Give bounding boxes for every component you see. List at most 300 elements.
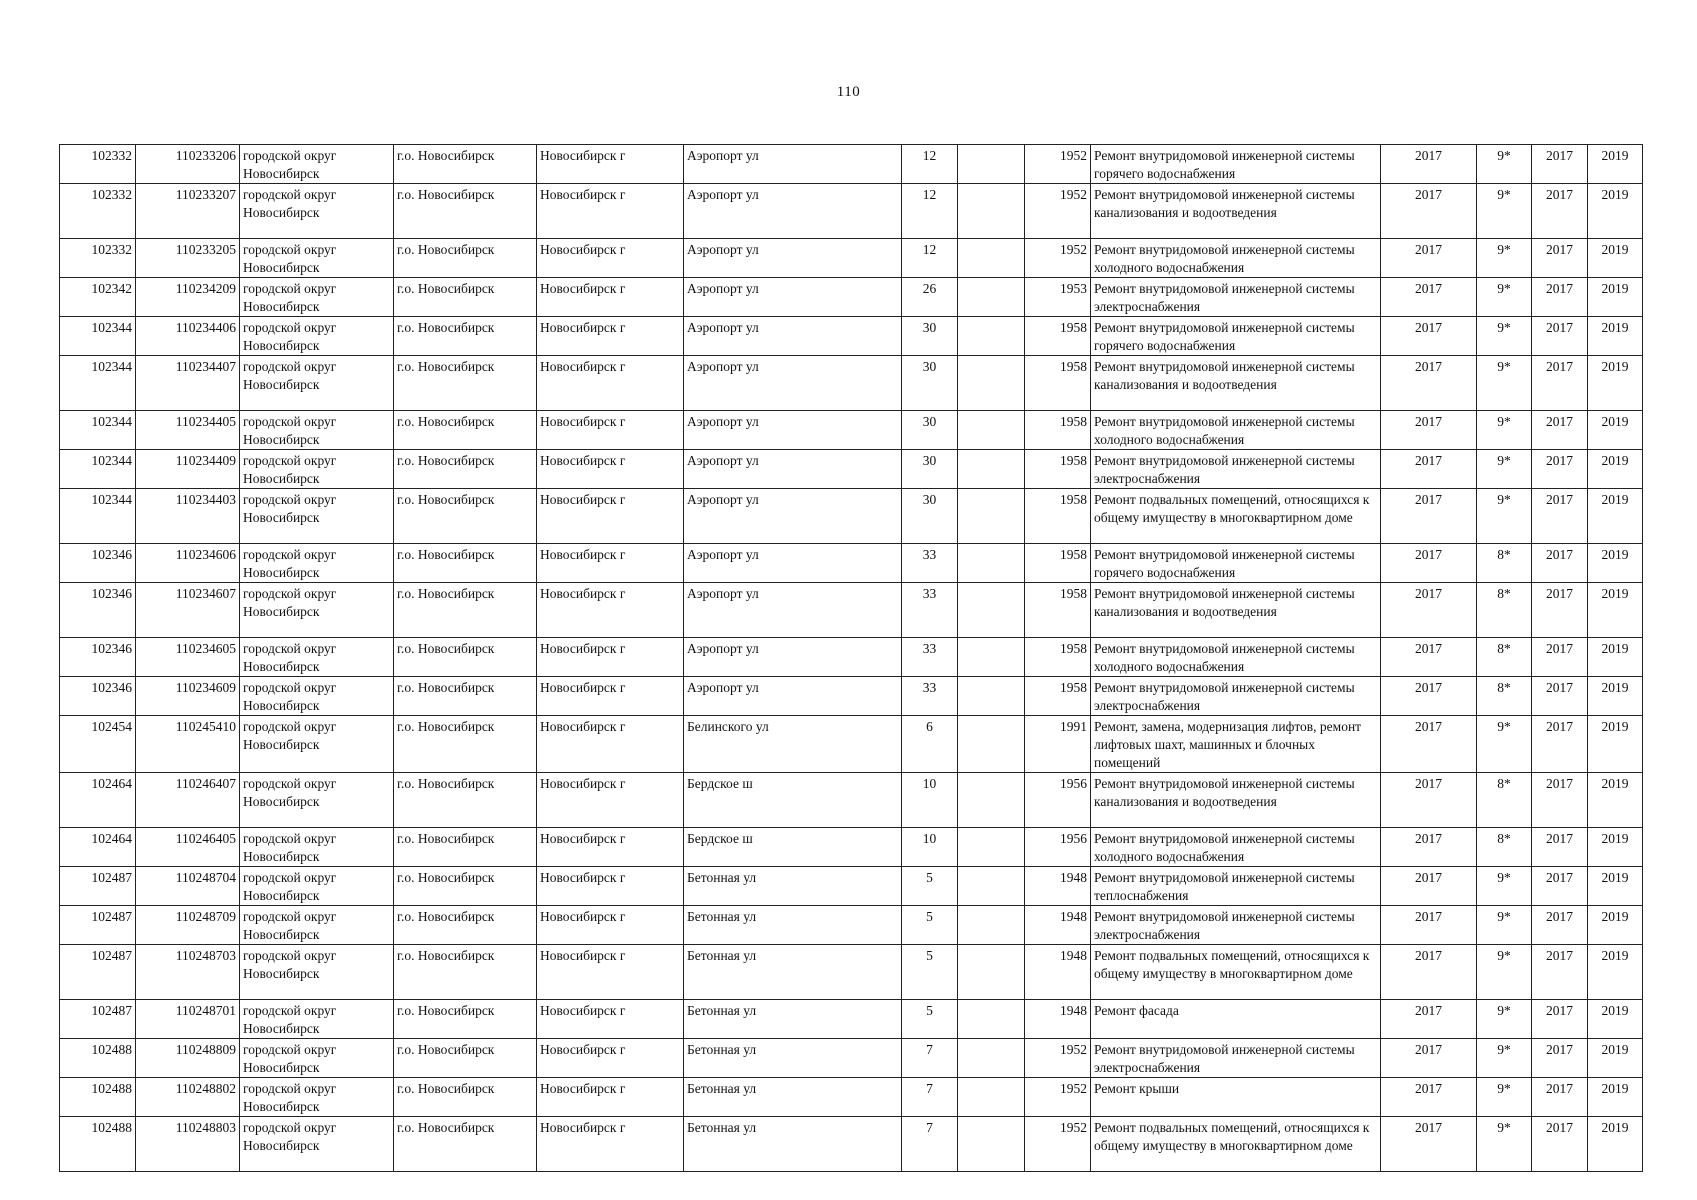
table-row [60,184,1643,239]
cell-street: Аэропорт ул [684,411,902,450]
table-row [60,677,1643,716]
cell-house-id: 102332 [60,184,136,239]
cell-end-year: 2019 [1588,450,1643,489]
cell-floors: 9* [1477,716,1532,773]
cell-start-year: 2017 [1532,716,1588,773]
cell-end-year: 2019 [1588,317,1643,356]
cell-municipality: городской округ Новосибирск [240,489,394,544]
table-row [60,544,1643,583]
cell-house-number: 6 [902,716,958,773]
cell-floors: 9* [1477,1078,1532,1117]
cell-house-id: 102464 [60,828,136,867]
cell-municipal-short: г.о. Новосибирск [394,411,537,450]
cell-settlement: Новосибирск г [537,677,684,716]
table-row [60,450,1643,489]
cell-house-id: 102487 [60,945,136,1000]
cell-end-year: 2019 [1588,1117,1643,1172]
cell-house-id: 102487 [60,906,136,945]
cell-year-built: 1956 [1025,828,1091,867]
cell-floors: 9* [1477,945,1532,1000]
cell-municipality: городской округ Новосибирск [240,450,394,489]
cell-floors: 9* [1477,184,1532,239]
table-row [60,906,1643,945]
cell-record-id: 110248703 [136,945,240,1000]
cell-year-built: 1958 [1025,317,1091,356]
cell-municipality: городской округ Новосибирск [240,184,394,239]
cell-year-built: 1952 [1025,1078,1091,1117]
cell-municipality: городской округ Новосибирск [240,145,394,184]
cell-record-id: 110248802 [136,1078,240,1117]
cell-work-type: Ремонт внутридомовой инженерной системы электроснабжения [1091,278,1381,317]
cell-house-number: 12 [902,145,958,184]
cell-end-year: 2019 [1588,411,1643,450]
cell-municipal-short: г.о. Новосибирск [394,145,537,184]
cell-end-year: 2019 [1588,773,1643,828]
cell-end-year: 2019 [1588,145,1643,184]
cell-municipal-short: г.о. Новосибирск [394,773,537,828]
table-row [60,278,1643,317]
cell-house-number: 5 [902,867,958,906]
cell-house-id: 102344 [60,317,136,356]
cell-start-year: 2017 [1532,583,1588,638]
cell-municipal-short: г.о. Новосибирск [394,278,537,317]
cell-plan-year: 2017 [1381,867,1477,906]
cell-plan-year: 2017 [1381,1000,1477,1039]
table-row [60,716,1643,773]
cell-municipal-short: г.о. Новосибирск [394,945,537,1000]
cell-end-year: 2019 [1588,544,1643,583]
cell-house-id: 102346 [60,638,136,677]
cell-work-type: Ремонт крыши [1091,1078,1381,1117]
cell-record-id: 110234606 [136,544,240,583]
cell-floors: 9* [1477,239,1532,278]
cell-house-id: 102342 [60,278,136,317]
cell-municipal-short: г.о. Новосибирск [394,1117,537,1172]
cell-plan-year: 2017 [1381,677,1477,716]
cell-settlement: Новосибирск г [537,317,684,356]
cell-floors: 8* [1477,828,1532,867]
cell-municipal-short: г.о. Новосибирск [394,489,537,544]
cell-work-type: Ремонт внутридомовой инженерной системы канализования и водоотведения [1091,184,1381,239]
cell-house-number: 12 [902,184,958,239]
cell-plan-year: 2017 [1381,828,1477,867]
cell-year-built: 1958 [1025,544,1091,583]
cell-work-type: Ремонт подвальных помещений, относящихся к общему имуществу в многоквартирном доме [1091,1117,1381,1172]
cell-end-year: 2019 [1588,638,1643,677]
cell-municipal-short: г.о. Новосибирск [394,239,537,278]
cell-record-id: 110234403 [136,489,240,544]
cell-start-year: 2017 [1532,1000,1588,1039]
cell-year-built: 1948 [1025,867,1091,906]
cell-building [958,867,1025,906]
cell-work-type: Ремонт фасада [1091,1000,1381,1039]
cell-municipal-short: г.о. Новосибирск [394,638,537,677]
cell-year-built: 1958 [1025,677,1091,716]
cell-year-built: 1952 [1025,1039,1091,1078]
cell-street: Аэропорт ул [684,638,902,677]
cell-house-id: 102464 [60,773,136,828]
cell-year-built: 1948 [1025,1000,1091,1039]
cell-settlement: Новосибирск г [537,716,684,773]
cell-work-type: Ремонт внутридомовой инженерной системы горячего водоснабжения [1091,145,1381,184]
cell-street: Аэропорт ул [684,184,902,239]
cell-house-number: 5 [902,1000,958,1039]
cell-municipal-short: г.о. Новосибирск [394,544,537,583]
cell-street: Бетонная ул [684,1078,902,1117]
cell-house-id: 102344 [60,450,136,489]
cell-end-year: 2019 [1588,239,1643,278]
cell-municipality: городской округ Новосибирск [240,1117,394,1172]
cell-street: Бердское ш [684,828,902,867]
cell-house-number: 7 [902,1078,958,1117]
cell-house-number: 5 [902,945,958,1000]
cell-plan-year: 2017 [1381,239,1477,278]
cell-municipality: городской округ Новосибирск [240,867,394,906]
cell-settlement: Новосибирск г [537,356,684,411]
cell-municipal-short: г.о. Новосибирск [394,450,537,489]
cell-municipal-short: г.о. Новосибирск [394,677,537,716]
cell-house-id: 102344 [60,489,136,544]
cell-start-year: 2017 [1532,450,1588,489]
cell-floors: 9* [1477,145,1532,184]
cell-record-id: 110233205 [136,239,240,278]
cell-floors: 9* [1477,906,1532,945]
cell-settlement: Новосибирск г [537,489,684,544]
cell-municipal-short: г.о. Новосибирск [394,1078,537,1117]
table-row [60,1078,1643,1117]
cell-building [958,716,1025,773]
cell-house-number: 33 [902,544,958,583]
cell-municipality: городской округ Новосибирск [240,544,394,583]
cell-municipality: городской округ Новосибирск [240,1039,394,1078]
cell-house-number: 10 [902,773,958,828]
cell-settlement: Новосибирск г [537,1039,684,1078]
cell-work-type: Ремонт внутридомовой инженерной системы горячего водоснабжения [1091,544,1381,583]
table-row [60,317,1643,356]
cell-year-built: 1956 [1025,773,1091,828]
cell-work-type: Ремонт, замена, модернизация лифтов, ремонт лифтовых шахт, машинных и блочных помещений [1091,716,1381,773]
cell-settlement: Новосибирск г [537,828,684,867]
cell-house-number: 33 [902,583,958,638]
cell-house-number: 30 [902,411,958,450]
cell-record-id: 110234406 [136,317,240,356]
cell-start-year: 2017 [1532,638,1588,677]
cell-street: Аэропорт ул [684,677,902,716]
cell-start-year: 2017 [1532,867,1588,906]
cell-plan-year: 2017 [1381,184,1477,239]
cell-building [958,1117,1025,1172]
cell-record-id: 110234605 [136,638,240,677]
cell-house-id: 102332 [60,145,136,184]
cell-house-number: 7 [902,1117,958,1172]
cell-plan-year: 2017 [1381,450,1477,489]
cell-settlement: Новосибирск г [537,278,684,317]
cell-house-id: 102488 [60,1039,136,1078]
cell-house-number: 33 [902,638,958,677]
cell-settlement: Новосибирск г [537,450,684,489]
table-body [60,145,1643,1172]
cell-house-id: 102346 [60,544,136,583]
cell-plan-year: 2017 [1381,317,1477,356]
cell-street: Бетонная ул [684,906,902,945]
table-row [60,239,1643,278]
cell-end-year: 2019 [1588,867,1643,906]
cell-record-id: 110234609 [136,677,240,716]
cell-settlement: Новосибирск г [537,411,684,450]
cell-plan-year: 2017 [1381,544,1477,583]
cell-building [958,1000,1025,1039]
cell-building [958,544,1025,583]
cell-house-number: 7 [902,1039,958,1078]
cell-year-built: 1958 [1025,638,1091,677]
cell-year-built: 1952 [1025,145,1091,184]
cell-work-type: Ремонт внутридомовой инженерной системы холодного водоснабжения [1091,638,1381,677]
cell-record-id: 110245410 [136,716,240,773]
table-row [60,828,1643,867]
cell-house-number: 12 [902,239,958,278]
cell-start-year: 2017 [1532,145,1588,184]
table-row [60,773,1643,828]
cell-record-id: 110234405 [136,411,240,450]
cell-settlement: Новосибирск г [537,1078,684,1117]
cell-plan-year: 2017 [1381,1117,1477,1172]
cell-record-id: 110234409 [136,450,240,489]
table-row [60,1000,1643,1039]
cell-plan-year: 2017 [1381,145,1477,184]
cell-municipality: городской округ Новосибирск [240,828,394,867]
table-row [60,1117,1643,1172]
cell-record-id: 110248701 [136,1000,240,1039]
cell-house-id: 102488 [60,1078,136,1117]
cell-house-id: 102488 [60,1117,136,1172]
cell-house-id: 102346 [60,583,136,638]
cell-settlement: Новосибирск г [537,583,684,638]
cell-end-year: 2019 [1588,677,1643,716]
cell-municipality: городской округ Новосибирск [240,583,394,638]
cell-municipality: городской округ Новосибирск [240,773,394,828]
cell-start-year: 2017 [1532,489,1588,544]
cell-plan-year: 2017 [1381,411,1477,450]
cell-year-built: 1952 [1025,239,1091,278]
cell-building [958,773,1025,828]
table-row [60,411,1643,450]
table-row [60,867,1643,906]
cell-building [958,906,1025,945]
cell-work-type: Ремонт внутридомовой инженерной системы электроснабжения [1091,450,1381,489]
cell-end-year: 2019 [1588,1078,1643,1117]
cell-end-year: 2019 [1588,184,1643,239]
cell-house-number: 30 [902,450,958,489]
cell-end-year: 2019 [1588,945,1643,1000]
cell-municipal-short: г.о. Новосибирск [394,828,537,867]
cell-municipality: городской округ Новосибирск [240,356,394,411]
cell-end-year: 2019 [1588,716,1643,773]
cell-start-year: 2017 [1532,828,1588,867]
cell-house-id: 102346 [60,677,136,716]
cell-building [958,677,1025,716]
cell-record-id: 110234209 [136,278,240,317]
cell-record-id: 110248803 [136,1117,240,1172]
cell-house-id: 102487 [60,867,136,906]
cell-work-type: Ремонт внутридомовой инженерной системы теплоснабжения [1091,867,1381,906]
cell-building [958,278,1025,317]
cell-start-year: 2017 [1532,677,1588,716]
cell-building [958,450,1025,489]
page-number: 110 [836,84,861,100]
cell-end-year: 2019 [1588,583,1643,638]
cell-floors: 8* [1477,638,1532,677]
cell-street: Белинского ул [684,716,902,773]
cell-settlement: Новосибирск г [537,184,684,239]
cell-municipality: городской округ Новосибирск [240,945,394,1000]
cell-street: Бетонная ул [684,1117,902,1172]
cell-building [958,945,1025,1000]
cell-start-year: 2017 [1532,356,1588,411]
cell-end-year: 2019 [1588,278,1643,317]
cell-end-year: 2019 [1588,906,1643,945]
cell-work-type: Ремонт подвальных помещений, относящихся к общему имуществу в многоквартирном доме [1091,489,1381,544]
cell-start-year: 2017 [1532,1117,1588,1172]
cell-street: Аэропорт ул [684,450,902,489]
cell-settlement: Новосибирск г [537,1117,684,1172]
cell-end-year: 2019 [1588,1000,1643,1039]
cell-end-year: 2019 [1588,489,1643,544]
cell-municipality: городской округ Новосибирск [240,677,394,716]
cell-year-built: 1948 [1025,945,1091,1000]
cell-building [958,1078,1025,1117]
cell-municipal-short: г.о. Новосибирск [394,583,537,638]
cell-end-year: 2019 [1588,1039,1643,1078]
cell-record-id: 110248709 [136,906,240,945]
cell-floors: 8* [1477,773,1532,828]
cell-municipality: городской округ Новосибирск [240,317,394,356]
cell-municipality: городской округ Новосибирск [240,906,394,945]
cell-street: Аэропорт ул [684,583,902,638]
cell-work-type: Ремонт внутридомовой инженерной системы холодного водоснабжения [1091,828,1381,867]
cell-record-id: 110246407 [136,773,240,828]
cell-record-id: 110233207 [136,184,240,239]
cell-building [958,489,1025,544]
cell-plan-year: 2017 [1381,1039,1477,1078]
cell-year-built: 1958 [1025,411,1091,450]
cell-municipal-short: г.о. Новосибирск [394,1039,537,1078]
cell-house-number: 10 [902,828,958,867]
cell-settlement: Новосибирск г [537,145,684,184]
table-row [60,638,1643,677]
cell-street: Аэропорт ул [684,489,902,544]
cell-street: Аэропорт ул [684,317,902,356]
cell-start-year: 2017 [1532,1078,1588,1117]
cell-start-year: 2017 [1532,945,1588,1000]
cell-house-id: 102487 [60,1000,136,1039]
cell-street: Аэропорт ул [684,145,902,184]
cell-municipal-short: г.о. Новосибирск [394,356,537,411]
cell-street: Бетонная ул [684,945,902,1000]
cell-street: Аэропорт ул [684,544,902,583]
cell-building [958,239,1025,278]
cell-settlement: Новосибирск г [537,945,684,1000]
cell-municipal-short: г.о. Новосибирск [394,867,537,906]
cell-floors: 9* [1477,1000,1532,1039]
cell-street: Аэропорт ул [684,278,902,317]
cell-house-number: 30 [902,317,958,356]
cell-municipal-short: г.о. Новосибирск [394,317,537,356]
cell-building [958,145,1025,184]
cell-end-year: 2019 [1588,828,1643,867]
cell-municipality: городской округ Новосибирск [240,411,394,450]
cell-floors: 9* [1477,317,1532,356]
cell-municipality: городской округ Новосибирск [240,239,394,278]
cell-municipal-short: г.о. Новосибирск [394,716,537,773]
cell-building [958,828,1025,867]
cell-house-number: 26 [902,278,958,317]
cell-record-id: 110234407 [136,356,240,411]
cell-plan-year: 2017 [1381,906,1477,945]
cell-plan-year: 2017 [1381,489,1477,544]
cell-house-number: 5 [902,906,958,945]
cell-record-id: 110248809 [136,1039,240,1078]
cell-settlement: Новосибирск г [537,239,684,278]
cell-street: Бетонная ул [684,1000,902,1039]
cell-building [958,411,1025,450]
cell-municipal-short: г.о. Новосибирск [394,1000,537,1039]
cell-building [958,184,1025,239]
cell-plan-year: 2017 [1381,773,1477,828]
cell-plan-year: 2017 [1381,278,1477,317]
cell-house-id: 102344 [60,356,136,411]
cell-plan-year: 2017 [1381,356,1477,411]
cell-plan-year: 2017 [1381,945,1477,1000]
cell-house-id: 102344 [60,411,136,450]
cell-start-year: 2017 [1532,239,1588,278]
cell-floors: 9* [1477,1117,1532,1172]
table-row [60,583,1643,638]
cell-municipality: городской округ Новосибирск [240,278,394,317]
cell-settlement: Новосибирск г [537,638,684,677]
cell-start-year: 2017 [1532,278,1588,317]
cell-building [958,1039,1025,1078]
cell-start-year: 2017 [1532,184,1588,239]
cell-municipal-short: г.о. Новосибирск [394,184,537,239]
table-row [60,356,1643,411]
cell-house-id: 102332 [60,239,136,278]
cell-work-type: Ремонт внутридомовой инженерной системы электроснабжения [1091,906,1381,945]
cell-house-number: 30 [902,489,958,544]
cell-year-built: 1948 [1025,906,1091,945]
cell-year-built: 1958 [1025,489,1091,544]
cell-start-year: 2017 [1532,773,1588,828]
cell-record-id: 110233206 [136,145,240,184]
cell-work-type: Ремонт внутридомовой инженерной системы холодного водоснабжения [1091,411,1381,450]
cell-settlement: Новосибирск г [537,906,684,945]
cell-municipality: городской округ Новосибирск [240,716,394,773]
cell-work-type: Ремонт внутридомовой инженерной системы холодного водоснабжения [1091,239,1381,278]
table-row [60,489,1643,544]
cell-municipality: городской округ Новосибирск [240,638,394,677]
cell-floors: 9* [1477,278,1532,317]
cell-year-built: 1991 [1025,716,1091,773]
cell-start-year: 2017 [1532,411,1588,450]
cell-street: Бетонная ул [684,867,902,906]
cell-municipality: городской округ Новосибирск [240,1078,394,1117]
cell-year-built: 1958 [1025,450,1091,489]
cell-year-built: 1952 [1025,1117,1091,1172]
cell-start-year: 2017 [1532,317,1588,356]
cell-plan-year: 2017 [1381,638,1477,677]
cell-start-year: 2017 [1532,544,1588,583]
cell-start-year: 2017 [1532,906,1588,945]
cell-house-id: 102454 [60,716,136,773]
